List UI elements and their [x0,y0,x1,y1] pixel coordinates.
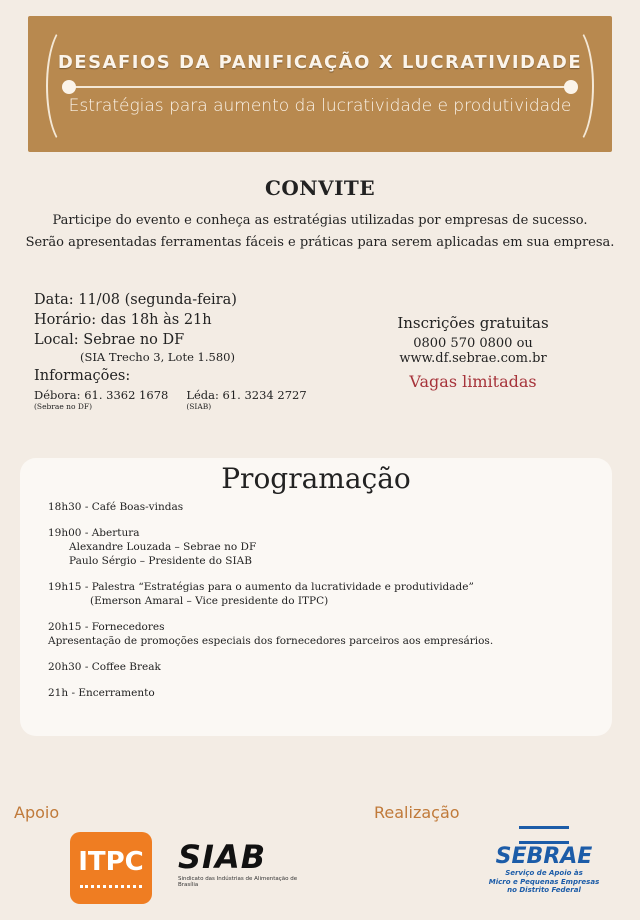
sebrae-logo-sub: no Distrito Federal [507,886,581,894]
program-panel [20,458,612,736]
registration-contact[interactable]: 0800 570 0800 ou www.df.sebrae.com.br [399,336,547,366]
event-time: Horário: das 18h às 21h [34,312,212,328]
intro-line: Serão apresentadas ferramentas fáceis e práticas para serem aplicadas em sua empresa. [25,235,615,250]
itpc-logo [70,832,152,904]
event-address: (SIA Trecho 3, Lote 1.580) [80,350,235,364]
banner-dot-left [62,80,76,94]
program-line: 19h15 - Palestra “Estratégias para o aumento da lucratividade e produtividade” [48,581,474,593]
banner-title: DESAFIOS DA PANIFICAÇÃO X LUCRATIVIDADE [57,52,583,73]
page-title: CONVITE [264,176,376,200]
support-label: Apoio [14,803,60,822]
sebrae-logo [488,826,600,895]
event-place: Local: Sebrae no DF [34,332,185,348]
program-item [48,500,493,514]
itpc-logo-text: ITPC [78,847,144,877]
itpc-logo-dots [80,885,142,892]
contact-org: (Sebrae no DF) [34,402,93,411]
limited-spots: Vagas limitadas [409,372,537,391]
program-list [48,500,493,712]
program-item [48,686,493,700]
banner-dot-right [564,80,578,94]
program-title: Programação [221,462,411,495]
contact-org: (SIAB) [186,402,212,411]
sebrae-logo-text: SEBRAE [495,844,593,869]
program-speaker: Alexandre Louzada – Sebrae no DF [69,541,257,553]
contact-item [34,388,168,411]
sebrae-logo-sub: Serviço de Apoio às [505,869,583,877]
event-details [34,290,334,411]
program-speaker: Paulo Sérgio – Presidente do SIAB [69,555,252,567]
contact-item [186,388,306,411]
info-label: Informações: [34,368,131,384]
siab-logo-sub: Sindicato das Indústrias de Alimentação de Brasília [178,876,298,888]
program-item [48,660,493,674]
program-item [48,526,493,568]
registration-title: Inscrições gratuitas [397,314,549,332]
intro-line: Participe do evento e conheça as estratégias utilizadas por empresas de sucesso. [52,213,588,228]
registration-box [338,314,608,391]
program-item [48,580,493,608]
realization-label: Realização [374,803,460,822]
contact-name: Débora: 61. 3362 1678 [34,388,169,402]
program-line: 21h - Encerramento [48,687,155,699]
intro-text [0,210,640,254]
event-banner [28,16,612,152]
event-date: Data: 11/08 (segunda-feira) [34,292,237,308]
banner-subtitle: Estratégias para aumento da lucratividade e produtividade [68,96,572,116]
sebrae-logo-bars [519,826,569,844]
program-line: 18h30 - Café Boas-vindas [48,501,184,513]
program-line: 20h30 - Coffee Break [48,661,161,673]
contact-list [34,388,334,411]
sebrae-logo-sub: Micro e Pequenas Empresas [488,877,600,886]
program-desc: Apresentação de promoções especiais dos fornecedores parceiros aos empresários. [48,635,494,647]
program-item [48,620,493,648]
siab-logo-text: SIAB [178,838,267,876]
program-line: 20h15 - Fornecedores [48,621,165,633]
program-speaker: (Emerson Amaral – Vice presidente do ITPC) [90,595,329,607]
banner-divider [68,86,572,88]
contact-name: Léda: 61. 3234 2727 [186,388,307,402]
program-line: 19h00 - Abertura [48,527,140,539]
siab-logo [178,838,302,888]
